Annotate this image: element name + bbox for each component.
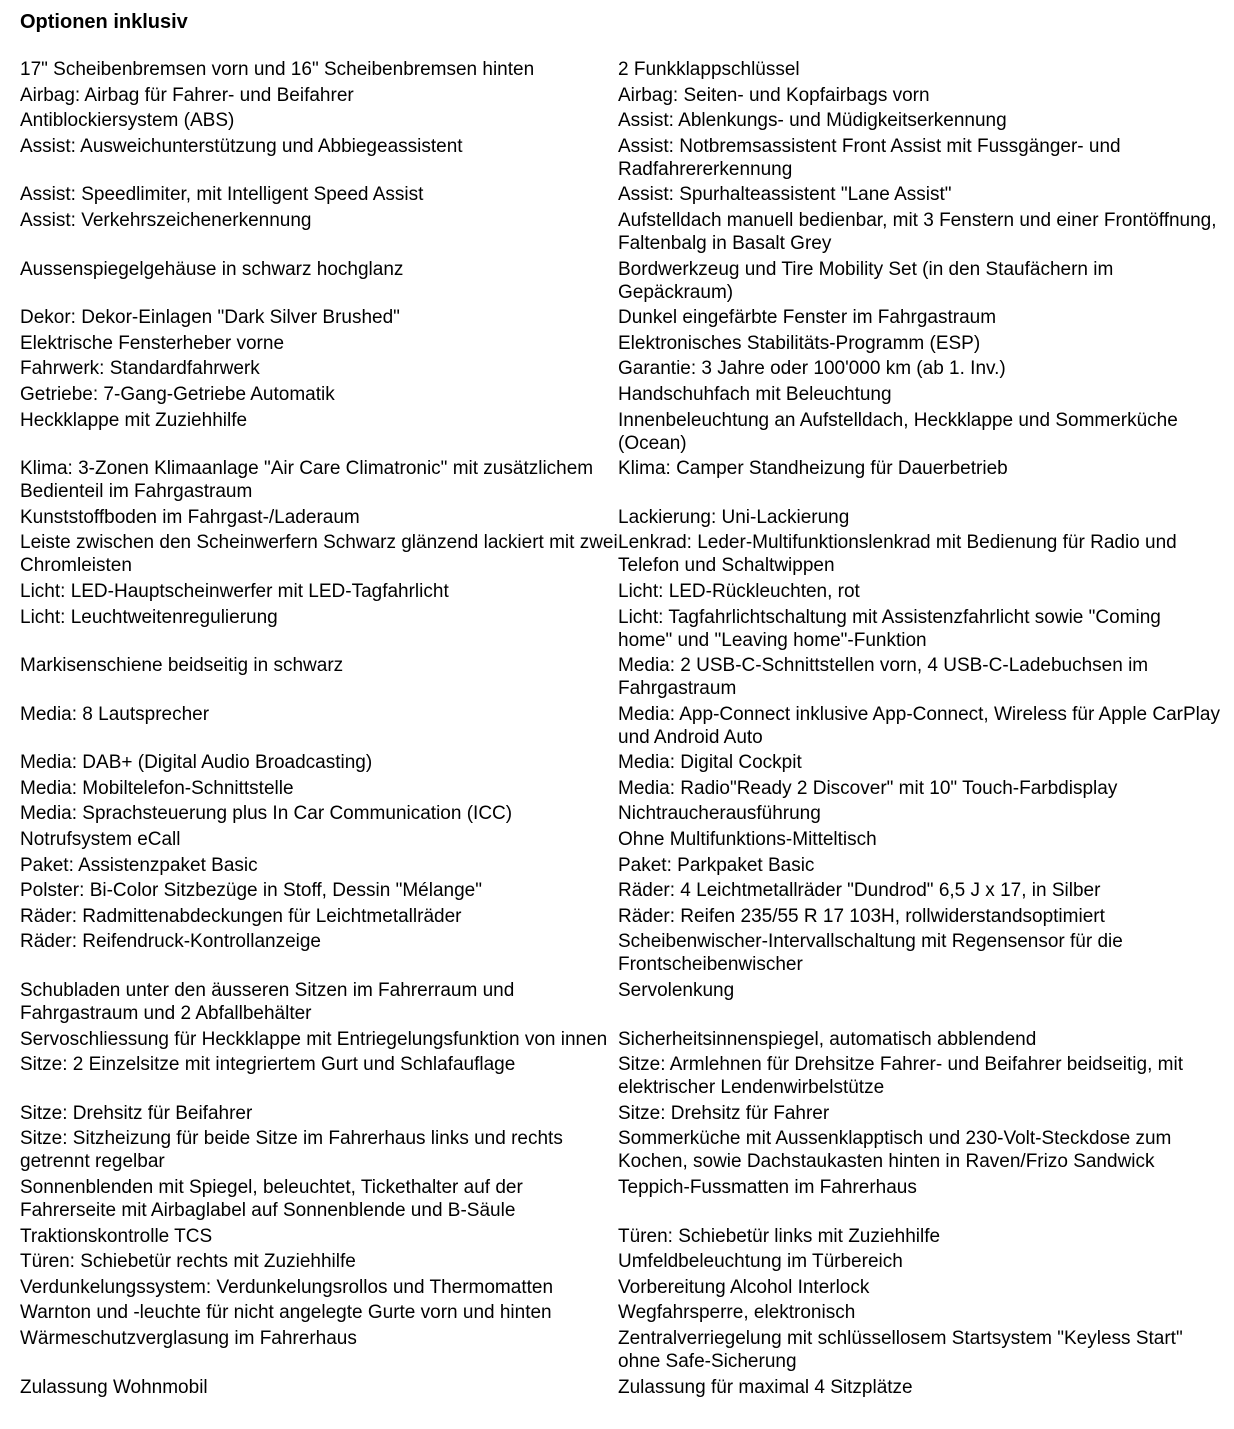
option-item-right: Sitze: Armlehnen für Drehsitze Fahrer- und Beifahrer beidseitig, mit elektrischer Lendenwirbelstütze [618, 1054, 1183, 1099]
option-item-left: Markisenschiene beidseitig in schwarz [20, 655, 344, 677]
option-item-left: Warnton und -leuchte für nicht angelegte Gurte vorn und hinten [20, 1302, 552, 1324]
option-item-left: Sitze: Sitzheizung für beide Sitze im Fahrerhaus links und rechts getrennt regelbar [20, 1128, 563, 1173]
option-item-right: Scheibenwischer-Intervallschaltung mit Regensensor für die Frontscheibenwischer [618, 931, 1123, 976]
option-item-left: Türen: Schiebetür rechts mit Zuziehhilfe [20, 1251, 356, 1273]
option-item-right: Assist: Spurhalteassistent "Lane Assist" [618, 184, 952, 206]
option-item-right: Servolenkung [618, 980, 735, 1002]
option-item-left: Traktionskontrolle TCS [20, 1225, 213, 1247]
option-item-left: Notrufsystem eCall [20, 829, 181, 851]
option-item-right: Garantie: 3 Jahre oder 100'000 km (ab 1. Inv.) [618, 358, 1006, 380]
option-item-right: Dunkel eingefärbte Fenster im Fahrgastraum [618, 307, 997, 329]
option-item-right: Ohne Multifunktions-Mitteltisch [618, 829, 877, 851]
option-item-left: Media: Sprachsteuerung plus In Car Communication (ICC) [20, 803, 513, 825]
option-item-left: Licht: Leuchtweitenregulierung [20, 606, 278, 628]
option-item-right: Zulassung für maximal 4 Sitzplätze [618, 1376, 913, 1398]
option-item-right: Lenkrad: Leder-Multifunktionslenkrad mit Bedienung für Radio und Telefon und Schaltwippen [618, 532, 1177, 577]
option-item-right: Sicherheitsinnenspiegel, automatisch abblendend [618, 1028, 1037, 1050]
option-item-right: Innenbeleuchtung an Aufstelldach, Heckklappe und Sommerküche (Ocean) [618, 409, 1178, 454]
option-item-left: Servoschliessung für Heckklappe mit Entriegelungsfunktion von innen [20, 1028, 608, 1050]
option-item-left: Getriebe: 7-Gang-Getriebe Automatik [20, 383, 335, 405]
option-item-left: Räder: Radmittenabdeckungen für Leichtmetallräder [20, 905, 462, 927]
option-item-right: Bordwerkzeug und Tire Mobility Set (in den Staufächern im Gepäckraum) [618, 258, 1114, 303]
option-item-left: 17" Scheibenbremsen vorn und 16" Scheibenbremsen hinten [20, 59, 535, 80]
option-item-right: Elektronisches Stabilitäts-Programm (ESP) [618, 332, 981, 354]
option-item-left: Aussenspiegelgehäuse in schwarz hochglanz [20, 258, 404, 280]
option-item-left: Elektrische Fensterheber vorne [20, 332, 285, 354]
option-item-right: Handschuhfach mit Beleuchtung [618, 383, 892, 405]
option-item-left: Assist: Speedlimiter, mit Intelligent Speed Assist [20, 184, 424, 206]
option-item-left: Fahrwerk: Standardfahrwerk [20, 358, 260, 380]
option-item-left: Heckklappe mit Zuziehhilfe [20, 409, 248, 431]
option-item-left: Airbag: Airbag für Fahrer- und Beifahrer [20, 84, 354, 106]
option-item-right: Räder: 4 Leichtmetallräder "Dundrod" 6,5 J x 17, in Silber [618, 880, 1101, 902]
option-item-left: Verdunkelungssystem: Verdunkelungsrollos und Thermomatten [20, 1276, 554, 1298]
options-list [20, 58, 1220, 1401]
option-item-right: Sommerküche mit Aussenklapptisch und 230-Volt-Steckdose zum Kochen, sowie Dachstaukasten hinten in Raven/Frizo Sandwick [618, 1128, 1172, 1173]
option-item-right: Vorbereitung Alcohol Interlock [618, 1276, 870, 1298]
option-item-left: Licht: LED-Hauptscheinwerfer mit LED-Tagfahrlicht [20, 580, 449, 602]
option-item-right: Wegfahrsperre, elektronisch [618, 1302, 856, 1324]
option-item-right: Licht: Tagfahrlichtschaltung mit Assistenzfahrlicht sowie "Coming home" und "Leaving home"-Funktion [618, 606, 1161, 651]
option-item-left: Räder: Reifendruck-Kontrollanzeige [20, 931, 321, 953]
option-item-right: Media: App-Connect inklusive App-Connect, Wireless für Apple CarPlay und Android Auto [618, 703, 1220, 748]
option-item-left: Sitze: 2 Einzelsitze mit integriertem Gurt und Schlafauflage [20, 1054, 516, 1076]
option-item-left: Kunststoffboden im Fahrgast-/Laderaum [20, 506, 360, 528]
option-item-right: Nichtraucherausführung [618, 803, 821, 825]
option-item-right: Media: 2 USB-C-Schnittstellen vorn, 4 USB-C-Ladebuchsen im Fahrgastraum [618, 655, 1149, 700]
option-item-left: Wärmeschutzverglasung im Fahrerhaus [20, 1327, 357, 1349]
option-item-left: Media: DAB+ (Digital Audio Broadcasting) [20, 752, 373, 774]
option-item-right: Türen: Schiebetür links mit Zuziehhilfe [618, 1225, 941, 1247]
option-item-right: Sitze: Drehsitz für Fahrer [618, 1102, 830, 1124]
option-item-left: Assist: Ausweichunterstützung und Abbiegeassistent [20, 135, 463, 157]
option-item-right: Zentralverriegelung mit schlüssellosem Startsystem "Keyless Start" ohne Safe-Sicherung [618, 1327, 1183, 1372]
option-item-left: Media: Mobiltelefon-Schnittstelle [20, 777, 294, 799]
option-item-right: Lackierung: Uni-Lackierung [618, 506, 850, 528]
option-item-right: Teppich-Fussmatten im Fahrerhaus [618, 1177, 917, 1198]
option-item-right: Umfeldbeleuchtung im Türbereich [618, 1251, 903, 1273]
option-item-right: Klima: Camper Standheizung für Dauerbetrieb [618, 458, 1008, 480]
option-item-left: Assist: Verkehrszeichenerkennung [20, 209, 312, 231]
option-item-left: Media: 8 Lautsprecher [20, 703, 210, 725]
option-item-right: Räder: Reifen 235/55 R 17 103H, rollwiderstandsoptimiert [618, 905, 1105, 927]
option-item-right: Airbag: Seiten- und Kopfairbags vorn [618, 84, 930, 106]
option-item-left: Polster: Bi-Color Sitzbezüge in Stoff, Dessin "Mélange" [20, 880, 482, 902]
option-item-right: Media: Radio"Ready 2 Discover" mit 10" Touch-Farbdisplay [618, 777, 1118, 799]
option-item-right: Assist: Ablenkungs- und Müdigkeitserkennung [618, 110, 1007, 132]
option-item-left: Antiblockiersystem (ABS) [20, 110, 235, 132]
option-item-left: Sonnenblenden mit Spiegel, beleuchtet, Tickethalter auf der Fahrerseite mit Airbaglabel auf Sonnenblende und B-Säule [20, 1177, 523, 1221]
option-item-left: Dekor: Dekor-Einlagen "Dark Silver Brushed" [20, 307, 400, 329]
option-item-right: Paket: Parkpaket Basic [618, 854, 815, 876]
option-item-right: 2 Funkklappschlüssel [618, 59, 800, 80]
options-page [20, 10, 1220, 1401]
option-item-left: Schubladen unter den äusseren Sitzen im Fahrerraum und Fahrgastraum und 2 Abfallbehälter [20, 980, 515, 1025]
option-item-left: Zulassung Wohnmobil [20, 1376, 208, 1398]
option-item-right: Aufstelldach manuell bedienbar, mit 3 Fenstern und einer Frontöffnung, Faltenbalg in Basalt Grey [618, 209, 1217, 254]
option-item-right: Assist: Notbremsassistent Front Assist mit Fussgänger- und Radfahrererkennung [618, 135, 1121, 180]
option-item-right: Licht: LED-Rückleuchten, rot [618, 580, 860, 602]
option-item-left: Klima: 3-Zonen Klimaanlage "Air Care Climatronic" mit zusätzlichem Bedienteil im Fahrgastraum [20, 458, 594, 503]
option-item-left: Paket: Assistenzpaket Basic [20, 854, 258, 876]
page-title: Optionen inklusiv [20, 11, 188, 33]
option-item-right: Media: Digital Cockpit [618, 752, 802, 774]
option-item-left: Leiste zwischen den Scheinwerfern Schwarz glänzend lackiert mit zwei Chromleisten [20, 532, 618, 577]
option-item-left: Sitze: Drehsitz für Beifahrer [20, 1102, 253, 1124]
